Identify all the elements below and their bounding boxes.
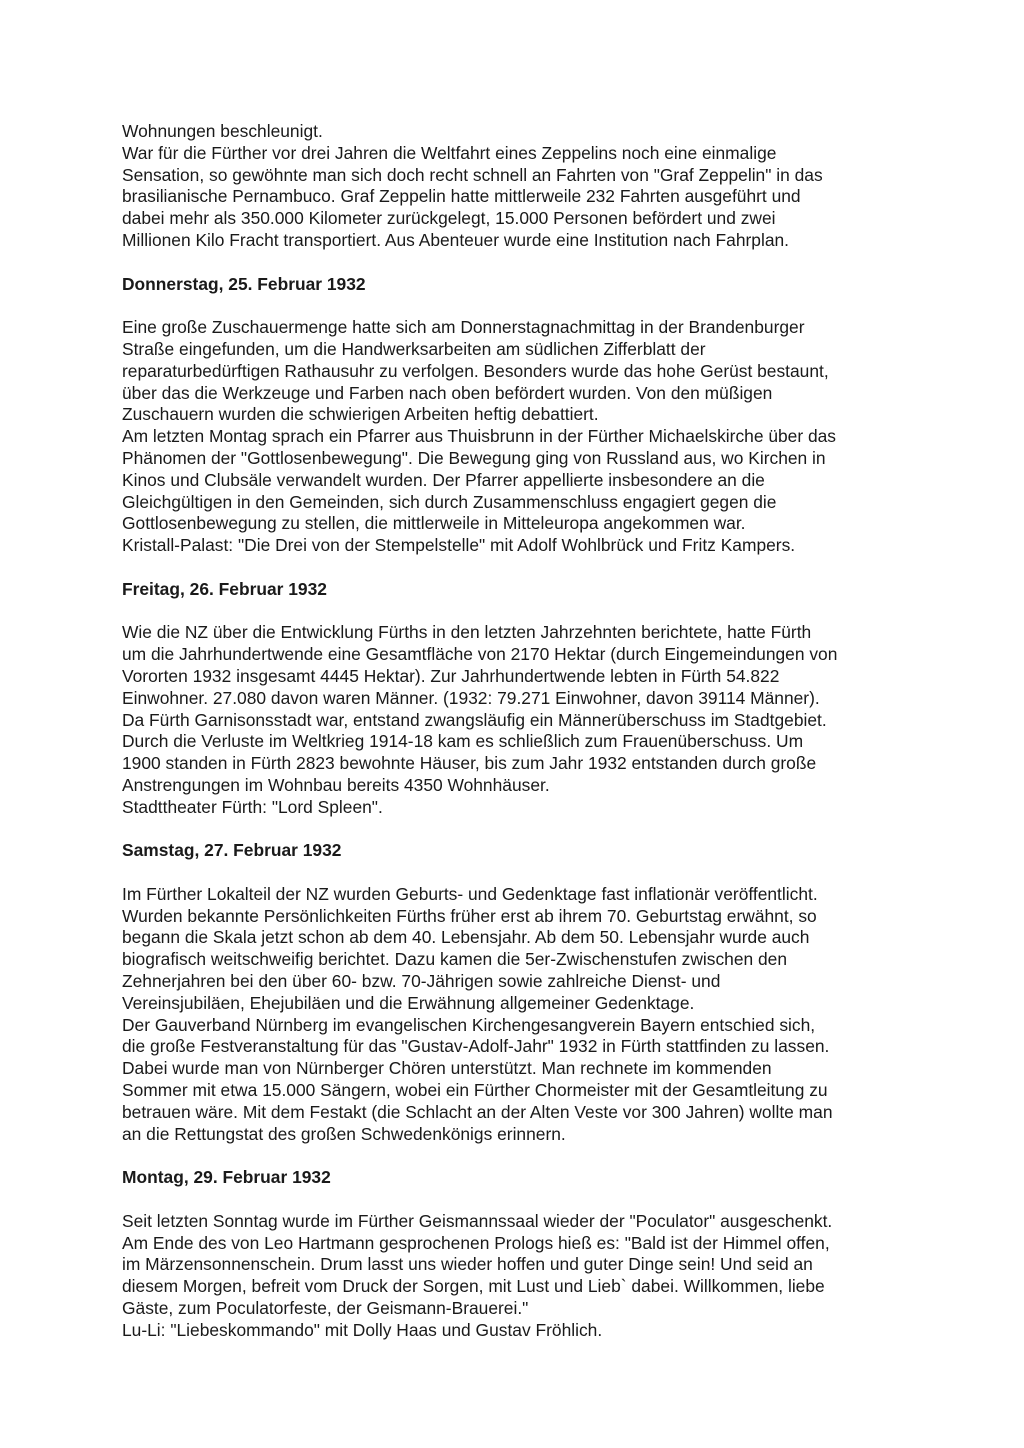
text-line: Durch die Verluste im Weltkrieg 1914-18 kam es schließlich zum Frauenüberschuss. Um (122, 731, 804, 752)
text-line: Wurden bekannte Persönlichkeiten Fürths früher erst ab ihrem 70. Geburtstag erwähnt, so (122, 905, 817, 926)
intro-paragraph (122, 121, 922, 252)
text-line: dabei mehr als 350.000 Kilometer zurückgelegt, 15.000 Personen befördert und zwei (122, 208, 776, 229)
text-line: Einwohner. 27.080 davon waren Männer. (1932: 79.271 Einwohner, davon 39114 Männer). (122, 687, 820, 708)
text-line: betrauen wäre. Mit dem Festakt (die Schlacht an der Alten Veste vor 300 Jahren) wollte man (122, 1101, 833, 1122)
text-line: Anstrengungen im Wohnbau bereits 4350 Wohnhäuser. (122, 774, 550, 795)
text-line: die große Festveranstaltung für das "Gustav-Adolf-Jahr" 1932 in Fürth stattfinden zu lassen. (122, 1036, 830, 1057)
document-page (122, 121, 922, 1342)
section-body-montag (122, 1211, 922, 1342)
text-line: Seit letzten Sonntag wurde im Fürther Geismannssaal wieder der "Poculator" ausgeschenkt. (122, 1210, 833, 1231)
text-line: Stadttheater Fürth: "Lord Spleen". (122, 796, 383, 817)
text-line: Gäste, zum Poculatorfeste, der Geismann-Brauerei." (122, 1298, 529, 1319)
text-line: Gleichgültigen in den Gemeinden, sich durch Zusammenschluss engagiert gegen die (122, 491, 777, 512)
text-line: Eine große Zuschauermenge hatte sich am Donnerstagnachmittag in der Brandenburger (122, 317, 805, 338)
text-line: 1900 standen in Fürth 2823 bewohnte Häuser, bis zum Jahr 1932 entstanden durch große (122, 753, 817, 774)
text-line: an die Rettungstat des großen Schwedenkönigs erinnern. (122, 1123, 566, 1144)
text-line: Phänomen der "Gottlosenbewegung". Die Bewegung ging von Russland aus, wo Kirchen in (122, 447, 826, 468)
text-line: Millionen Kilo Fracht transportiert. Aus Abenteuer wurde eine Institution nach Fahrplan. (122, 229, 790, 250)
text-line: War für die Fürther vor drei Jahren die Weltfahrt eines Zeppelins noch eine einmalige (122, 142, 777, 163)
text-line: Wie die NZ über die Entwicklung Fürths in den letzten Jahrzehnten berichtete, hatte Fürth (122, 622, 812, 643)
text-line: Im Fürther Lokalteil der NZ wurden Geburts- und Gedenktage fast inflationär veröffentlicht. (122, 883, 818, 904)
text-line: Straße eingefunden, um die Handwerksarbeiten am südlichen Zifferblatt der (122, 338, 706, 359)
text-line: diesem Morgen, befreit vom Druck der Sorgen, mit Lust und Lieb` dabei. Willkommen, liebe (122, 1276, 825, 1297)
text-line: im Märzensonnenschein. Drum lasst uns wieder hoffen und guter Dinge sein! Und seid an (122, 1254, 813, 1275)
text-line: Der Gauverband Nürnberg im evangelischen Kirchengesangverein Bayern entschied sich, (122, 1014, 816, 1035)
section-heading-samstag: Samstag, 27. Februar 1932 (122, 840, 342, 861)
section-body-freitag (122, 622, 922, 818)
text-line: Wohnungen beschleunigt. (122, 121, 323, 141)
text-line: Am letzten Montag sprach ein Pfarrer aus Thuisbrunn in der Fürther Michaelskirche über das (122, 426, 837, 447)
text-line: Vororten 1932 insgesamt 4445 Hektar). Zur Jahrhundertwende lebten in Fürth 54.822 (122, 665, 780, 686)
text-line: Lu-Li: "Liebeskommando" mit Dolly Haas und Gustav Fröhlich. (122, 1319, 603, 1340)
text-line: Zehnerjahren bei den über 60- bzw. 70-Jährigen sowie zahlreiche Dienst- und (122, 971, 721, 992)
text-line: Sensation, so gewöhnte man sich doch recht schnell an Fahrten von "Graf Zeppelin" in das (122, 164, 823, 185)
text-line: Dabei wurde man von Nürnberger Chören unterstützt. Man rechnete im kommenden (122, 1058, 772, 1079)
text-line: brasilianische Pernambuco. Graf Zeppelin hatte mittlerweile 232 Fahrten ausgeführt und (122, 186, 801, 207)
text-line: über das die Werkzeuge und Farben nach oben befördert wurden. Von den müßigen (122, 382, 773, 403)
text-line: reparaturbedürftigen Rathausuhr zu verfolgen. Besonders wurde das hohe Gerüst bestaunt, (122, 360, 829, 381)
section-body-samstag (122, 884, 922, 1146)
section-heading-montag: Montag, 29. Februar 1932 (122, 1167, 331, 1188)
text-line: Sommer mit etwa 15.000 Sängern, wobei ein Fürther Chormeister mit der Gesamtleitung zu (122, 1080, 828, 1101)
text-line: Kristall-Palast: "Die Drei von der Stempelstelle" mit Adolf Wohlbrück und Fritz Kampers. (122, 535, 796, 556)
text-line: Kinos und Clubsäle verwandelt wurden. Der Pfarrer appellierte insbesondere an die (122, 469, 765, 490)
text-line: um die Jahrhundertwende eine Gesamtfläche von 2170 Hektar (durch Eingemeindungen von (122, 644, 838, 665)
section-heading-donnerstag: Donnerstag, 25. Februar 1932 (122, 273, 366, 294)
text-line: biografisch weitschweifig berichtet. Dazu kamen die 5er-Zwischenstufen zwischen den (122, 949, 788, 970)
text-line: Gottlosenbewegung zu stellen, die mittlerweile in Mitteleuropa angekommen war. (122, 513, 746, 534)
text-line: Da Fürth Garnisonsstadt war, entstand zwangsläufig ein Männerüberschuss im Stadtgebiet. (122, 709, 827, 730)
text-line: Vereinsjubiläen, Ehejubiläen und die Erwähnung allgemeiner Gedenktage. (122, 992, 695, 1013)
text-line: Zuschauern wurden die schwierigen Arbeiten heftig debattiert. (122, 404, 599, 425)
text-line: Am Ende des von Leo Hartmann gesprochenen Prologs hieß es: "Bald ist der Himmel offen, (122, 1232, 830, 1253)
section-body-donnerstag (122, 317, 922, 557)
text-line: begann die Skala jetzt schon ab dem 40. Lebensjahr. Ab dem 50. Lebensjahr wurde auch (122, 927, 810, 948)
section-heading-freitag: Freitag, 26. Februar 1932 (122, 578, 327, 599)
